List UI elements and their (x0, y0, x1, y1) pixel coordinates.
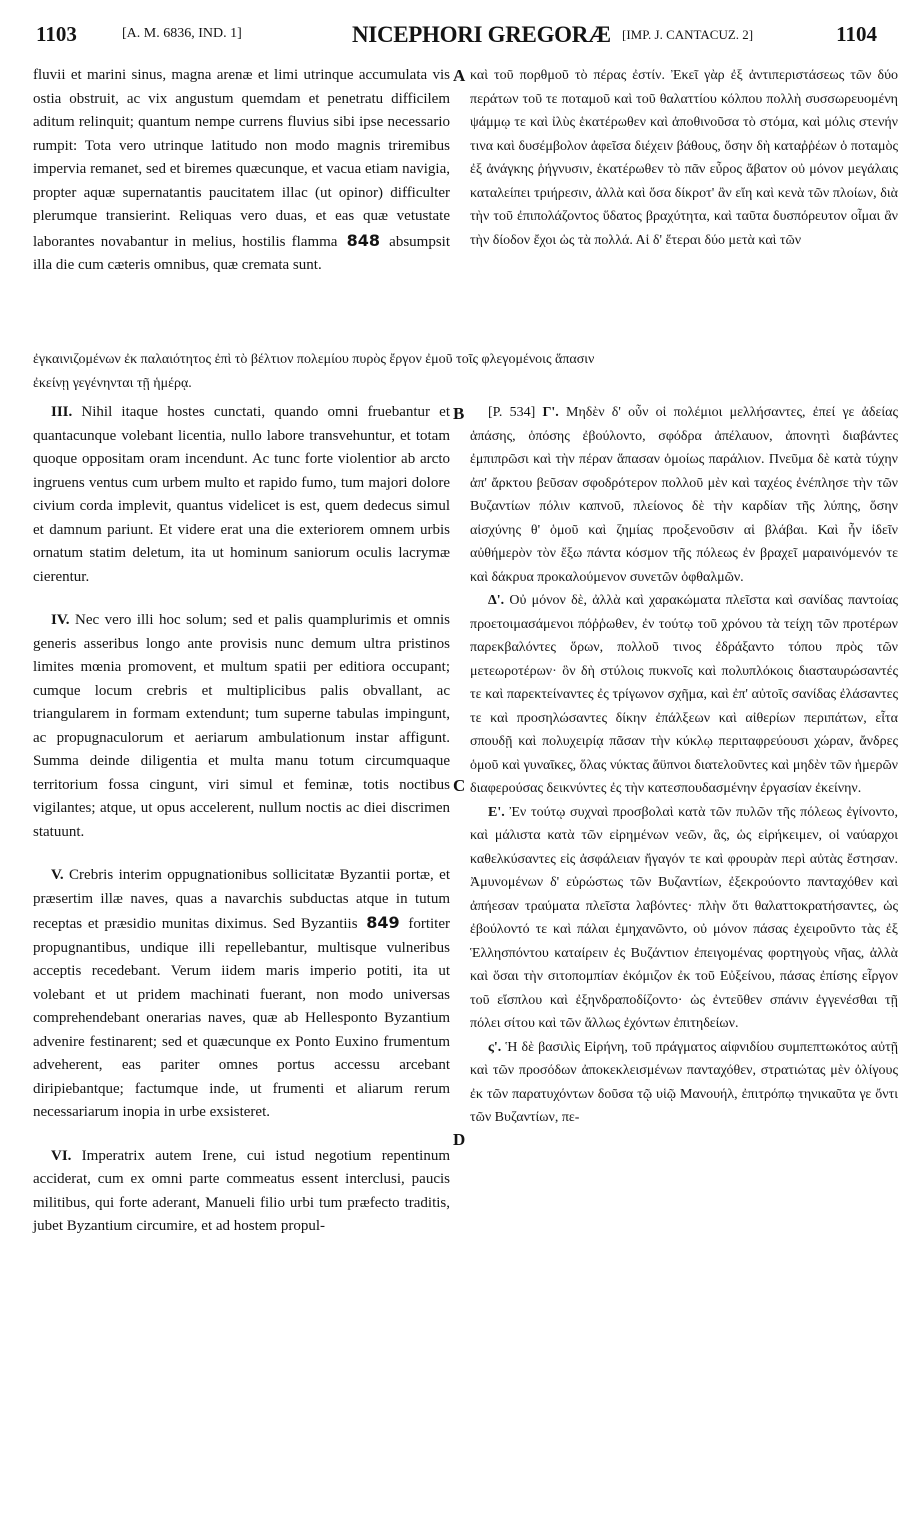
latin-section-5: V. Crebris interim oppugnationibus sollicitatæ Byzantii portæ, et præsertim illæ naves, quas a navarchis subductas atque in tutum receptas et præsidio munitas diximus. Sed Byzantiis 849 fortiter propugnantibus, undique illi repellebantur, multisque vulneribus acceptis recedebant. Verum iidem maris imperio potiti, ita ut volebant et ut pridem machinati fuerant, non modo universas comprehendebant onerarias naves, quæ ab Hellesponto Byzantium advenire festinarent; sed et quæcunque ex Ponto Euxino frumentum adveherent, eas pariter omnes portus accessu arcebant diripiebantque; factumque inde, ut frumenti et aliarum rerum necessariarum inopia in urbe exsisteret. (33, 867, 451, 1120)
running-title: NICEPHORI GREGORÆ (352, 22, 611, 47)
greek-column-top (470, 64, 898, 252)
latin-section-6: VI. Imperatrix autem Irene, cui istud negotium repentinum acciderat, cum ex omni parte commeatus essent interclusi, paucis militibus, qui forte aderant, Manueli filio urbi tum præfecto traditis, jubet Byzantium circumire, et ad hostem propul- (33, 1147, 451, 1234)
column-number: 849 (366, 913, 400, 932)
greek-column-main (470, 401, 898, 1130)
page-number-left: 1103 (36, 22, 77, 46)
margin-marker-d: D (453, 1130, 466, 1149)
page-header (22, 22, 895, 52)
margin-marker-b: B (453, 404, 465, 423)
greek-spanning-line-1: ἐγκαινιζομένων ἐκ παλαιότητος ἐπὶ τὸ βέλτιον πολεμίου πυρὸς ἔργον ἐμοῦ τοῖς φλεγομένοις ἅπασιν (33, 352, 595, 367)
column-number: 848 (346, 230, 381, 250)
page-number-right: 1104 (836, 22, 877, 46)
header-annotation-right: [IMP. J. CANTACUZ. 2] (622, 27, 754, 42)
margin-marker-a: A (453, 66, 466, 85)
latin-section-3: III. Nihil itaque hostes cunctati, quando omni fruebantur et quantacunque volebant licentia, nullo labore transvehuntur, et totam quoque oppositam oram incendunt. Ac tunc forte violentior ab arcto ingruens ventus cum urbem multo et rapido fumo, tum majori dolore civium corda implevit, quantus videlicet is est, quem dedecus simul et damnum pariunt. Et videre erat una die exteriorem omnem urbis ornatum statim deletum, ita ut hominum saniorum oculis lacrymæ cierentur. (33, 404, 450, 585)
margin-marker-c: C (453, 776, 466, 795)
page-reference: [P. 534] (488, 405, 536, 420)
latin-column-main (33, 401, 450, 1239)
latin-paragraph-opening: fluvii et marini sinus, magna arenæ et limi utrinque accumulata vis ostia obstruit, ac vix angustum quemdam et penetratu difficilem aditum relinquit; quantum nempe currens fluvius sibi ipse necessario rumpit: Tota vero utrinque latitudo non modo magnis triremibus impervia remanet, sed et biremes quæcunque, et vacua etiam navigia, propter aquæ supernatantis paucitatem illac (ut opinor) difficulter plerumque transierint. Reliquas vero duas, et eas quæ vetustate laborantes novabantur in melius, hostilis flamma 848 absumpsit illa die cum cæteris omnibus, quæ cremata sunt. (33, 67, 451, 273)
greek-section-6: ς'. Ἡ δὲ βασιλὶς Εἰρήνη, τοῦ πράγματος αἰφνιδίου συμπεπτωκότος αὐτῇ καὶ τῶν προσόδων ἀποκεκλεισμένων πανταχόθεν, στρατιώτας μὲν ὀλίγους ἐκ τῶν παρατυχόντων δοῦσα τῷ υἱῷ Μανουήλ, ἐπιτρόπῳ τηνικαῦτα γε ὄντι τῶν Βυζαντίων, πε- (470, 1039, 899, 1125)
latin-section-4: IV. Nec vero illi hoc solum; sed et palis quamplurimis et omnis generis asseribus longo ante provisis nunc demum ultra pristinos limites mœnia promovent, et multum spatii per editiora occupant; cumque locum crebris et multiplicibus palis obvallant, ac triangularem in formam extendunt; tum superne tabulas impingunt, ac propugnaculorum et aeriarum ambulationum instar affigunt. Summa deinde diligentia et multa manu totum circumquaque territorium fossa cingunt, viri simul et feminæ, totis noctibus vigilantes; atque, ut opus accelerent, nullum noctis ac diei discrimen statuunt. (33, 612, 451, 840)
latin-column-top (33, 64, 450, 278)
greek-section-3: [P. 534] Γ'. Μηδὲν δ' οὖν οἱ πολέμιοι μελλήσαντες, ἐπεί γε ἀδείας ἁπάσης, ὁπόσης ἐβούλοντο, σφόδρα ἀπέλαυον, ἀπονητὶ διαβάντες ἐμπιπρῶσι καὶ τὴν πέραν ἅπασαν ὁμοίως παράλιον. Πνεῦμα δὲ κατὰ τύχην ἀπ' ἄρκτου βεῦσαν σφοδρότερον πολλοῦ μὲν καὶ ταχέος ἐνέπλησε τὴν τῶν Βυζαντίων πόλιν καπνοῦ, πλείονος δὲ τὴν καρδίαν τῆς λύπης, ὅσην αἰσχύνης θ' ὁμοῦ καὶ ζημίας προξενοῦσιν αἱ βλάβαι. Καὶ ἦν ἰδεῖν αὐθήμερὸν τὸν ἔξω πάντα κόσμον τῆς πόλεως ἐν βραχεῖ μαραινόμενόν τε καὶ δάκρυα προκαλούμενον συνετῶν ὀφθαλμῶν. (470, 405, 899, 585)
greek-section-5: Ε'. Ἐν τούτῳ συχναὶ προσβολαὶ κατὰ τῶν πυλῶν τῆς πόλεως ἐγίνοντο, καὶ μάλιστα κατὰ τῶν εἰρημένων νεῶν, ἃς, ὡς εἰρήκειμεν, οἱ ναύαρχοι καθελκύσαντες εἰς ἀσφάλειαν ἤγαγόν τε καὶ φρουρὰν περὶ αὐτὰς ἔστησαν. Ἀμυνομένων δ' εὐρώστως τῶν Βυζαντίων, ἐξεκρούοντο πανταχόθεν καὶ ἀπήεσαν τραύματα πλεῖστα λαβόντες· πλὴν ὅτι θαλαττοκρατήσαντες, ὡς ἐβούλοντό τε καὶ πάλαι ἐμηχανῶντο, οὐ μόνον πάσας ἐχειροῦντο τὰς ἐξ Ἑλλησπόντου καταίρειν ἐς Βυζάντιον ἐπειγομένας φορτηγοὺς νῆας, ἀλλὰ καὶ ὅσαι τὴν σιτοπομπίαν ἐκόμιζον ἐκ τοῦ Εὐξείνου, πάσας ἐπίσης εἶργον τοῦ εἴσπλου καὶ ἐξηνδραποδίζοντο· ὡς ἐντεῦθεν σπάνιν ἐγγενέσθαι τῇ πόλει σίτου καὶ τῶν ἄλλως ἐχόντων ἐπιτηδείων. (470, 804, 898, 1031)
greek-section-4: Δ'. Οὐ μόνον δὲ, ἀλλὰ καὶ χαρακώματα πλεῖστα καὶ σανίδας παντοίας προετοιμασάμενοι πόῤῥωθεν, ἐν τούτῳ τοῦ χρόνου τὰ τείχη τῶν προτέρων παρεκβαλόντες ὅρων, πολλοῦ τινος ἐδράξαντο τόπου πρὸς τῶν μετεωροτέρων· ὃν δὴ στύλοις πυκνοῖς καὶ πολυπλόκοις διασταυρώσαντές τε καὶ παρεκτείναντες ἐς τρίγωνον σχῆμα, καὶ ἐπ' αὐτοῖς σανίδας ἐλάσαντες τε καὶ προσηλώσαντες δίκην ἐπάλξεων καὶ αἰθερίων περιπάτων, εἶτα σπουδῇ καὶ πολυχειρίᾳ πᾶσαν τὴν κύκλῳ περιταφρεύουσι χώραν, ἄνδρες ὁμοῦ καὶ γυναῖκες, ὅλας νύκτας ἄϋπνοι διατελοῦντες καὶ μηδὲν τῶν ἡμερῶν διαφερούσας δεικνύντες ἐς τὴν κατεσπουδασμένην ἐργασίαν ἐκείνην. (470, 593, 898, 796)
header-annotation-left: [A. M. 6836, IND. 1] (122, 26, 242, 41)
greek-paragraph-opening: καὶ τοῦ πορθμοῦ τὸ πέρας ἐστίν. Ἐκεῖ γὰρ ἐξ ἀντιπεριστάσεως τῶν δύο περάτων τοῦ τε ποταμοῦ καὶ τοῦ θαλαττίου κόλπου πολλὴ συσσωρευομένη ψάμμῳ τε καὶ ἰλὺς ἑκατέρωθεν καὶ ἀποθινοῦσα τὸ στόμα, καὶ μόλις στενήν τινα καὶ δυσέμβολον ἀφεῖσα διέχειν βάθους, ὅσην δὴ καταῤῥέων ὁ ποταμὸς ἐξ ἀνάγκης ῥήγνυσιν, ἑκατέρωθεν τὸ πᾶν εὖρος ἄβατον οὐ μόνον μεγάλαις καταλείπει τριήρεσιν, ἀλλὰ καὶ ὅσα δίκροτ' ἂν εἴη καὶ κενὰ τῶν πλοίων, διὰ τὴν τοῦ ἐπιπολάζοντος ὕδατος βραχύτητα, καὶ ταῦτα δυσπόρευτον οἶμαι ἂν τὴν δίοδον ἔχοι ὡς τὰ πολλά. Αἱ δ' ἕτεραι δύο μετὰ καὶ τῶν (470, 68, 898, 248)
greek-spanning-line-2: ἐκείνῃ γεγένηνται τῇ ἡμέρᾳ. (33, 376, 192, 391)
